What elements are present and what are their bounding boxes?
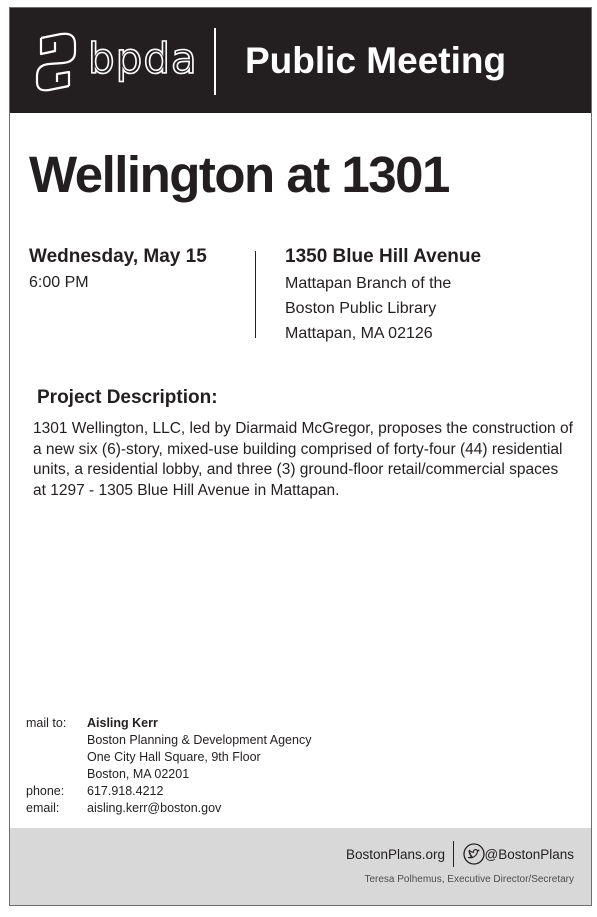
event-time: 6:00 PM [29,274,89,291]
details-divider [255,251,256,338]
contact-email: aisling.kerr@boston.gov [87,801,222,815]
footer-credit: Teresa Polhemus, Executive Director/Secretary [364,874,574,885]
location-street: 1350 Blue Hill Avenue [285,246,482,267]
location-line: Boston Public Library [285,300,437,317]
description-heading: Project Description: [37,387,218,408]
event-title: Wellington at 1301 [29,146,449,203]
contact-address-line: Boston, MA 02201 [87,767,190,781]
mail-label: mail to: [26,716,67,730]
event-location [285,245,481,346]
location-line: Mattapan Branch of the [285,275,452,292]
location-line: Mattapan, MA 02126 [285,325,433,342]
contact-address-line: Boston Planning & Development Agency [87,733,312,747]
bpda-logo-text: bpda [88,34,198,83]
header-title: Public Meeting [245,40,507,81]
footer-divider [453,841,454,867]
phone-label: phone: [26,784,65,798]
twitter-bird-icon [463,843,485,865]
bpda-logo-icon [35,32,77,94]
event-date: Wednesday, May 15 [29,246,207,267]
email-label: email: [26,801,60,815]
twitter-handle: @BostonPlans [484,847,574,862]
website-text: BostonPlans.org [345,847,445,862]
contact-name: Aisling Kerr [87,716,158,730]
contact-block [26,715,311,817]
header-bar [10,8,591,113]
contact-address-line: One City Hall Square, 9th Floor [87,750,261,764]
header-divider [214,28,216,95]
footer-bar [10,828,591,905]
description-body: 1301 Wellington, LLC, led by Diarmaid McGregor, proposes the construction of a new six (6)-story, mixed-use building comprised of forty-four (44) residential units, a residential lobby, and three (3) ground-floor retail/commercial spaces at 1297 - 1305 Blue Hill Avenue in Mattapan. [33,420,573,499]
flyer-page [9,7,592,906]
contact-phone: 617.918.4212 [87,784,164,798]
